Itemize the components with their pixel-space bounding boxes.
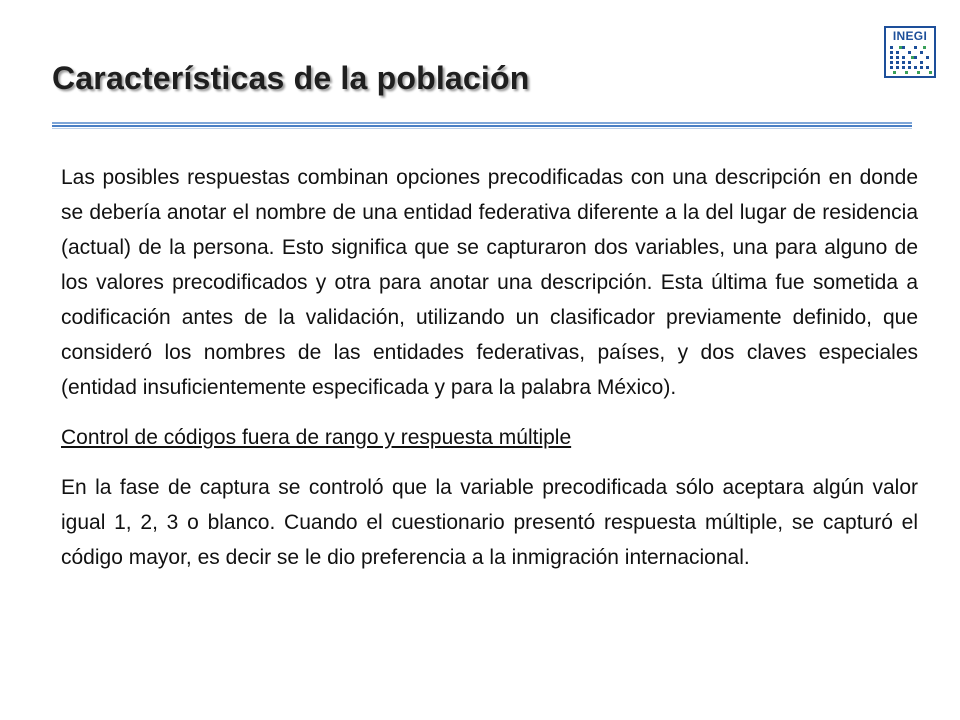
body-paragraph-2: En la fase de captura se controló que la variable precodificada sólo aceptara algún valor igual 1, 2, 3 o blanco. Cuando el cuestionario presentó respuesta múltiple, se capturó el código mayor, es decir se le dio preferencia a la inmigración internacional.: [61, 476, 918, 569]
title-underline-divider: [52, 122, 912, 130]
inegi-logo-dots-icon: [886, 44, 934, 76]
inegi-logo: [884, 26, 936, 78]
slide-title: Características de la población: [52, 60, 530, 96]
body-paragraph-1: Las posibles respuestas combinan opciones precodificadas con una descripción en donde se debería anotar el nombre de una entidad federativa diferente a la del lugar de residencia (actual) de la persona. Esto significa que se capturaron dos variables, una para alguno de los valores precodificados y otra para anotar una descripción. Esta última fue sometida a codificación antes de la validación, utilizando un clasificador previamente definido, que consideró los nombres de las entidades federativas, países, y dos claves especiales (entidad insuficientemente especificada y para la palabra México).: [61, 166, 918, 399]
inegi-logo-text: INEGI: [892, 29, 928, 43]
slide-body: [61, 160, 918, 575]
section-subheading: Control de códigos fuera de rango y respuesta múltiple: [61, 426, 572, 449]
